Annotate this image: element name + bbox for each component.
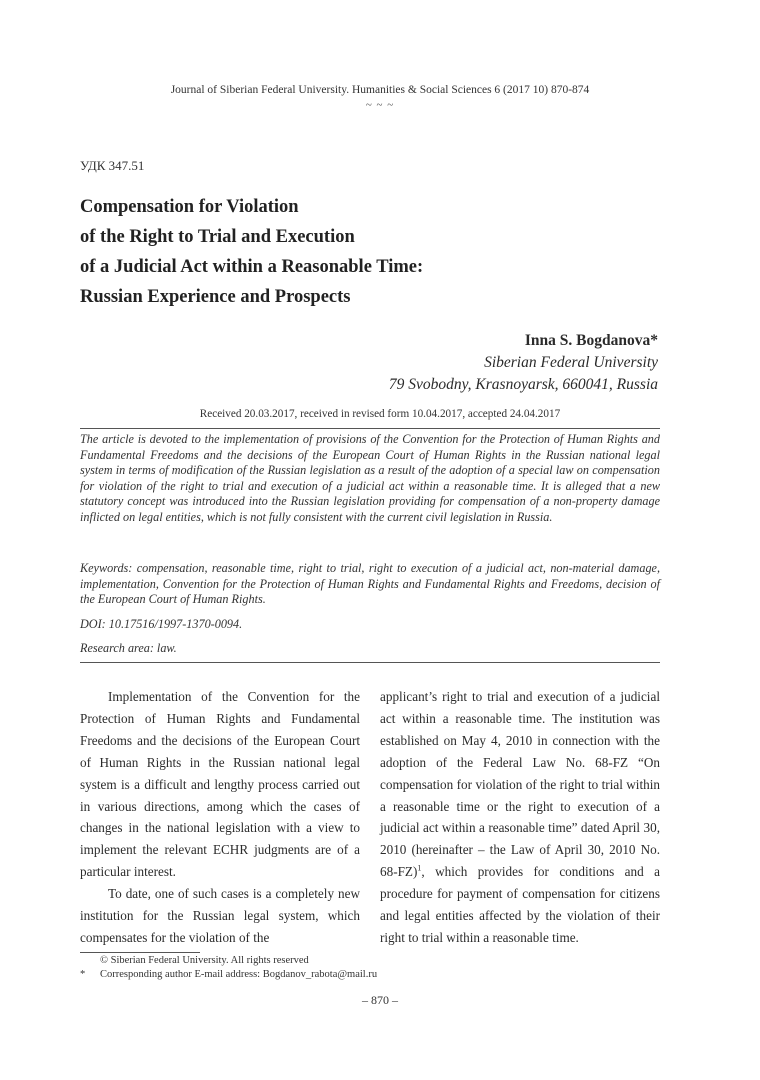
divider-bottom (80, 662, 660, 663)
title-line: of the Right to Trial and Execution (80, 227, 355, 247)
body-text: , which provides for conditions and a procedure for payment of compensation for citizens and legal entities affected by the violation of their right to trial within a reasonable time. (380, 864, 660, 945)
body-text: applicant’s right to trial and execution of a judicial act within a reasonable time. The institution was established on May 4, 2010 in connection with the adoption of the Federal Law No. 68-FZ “On compensation for violation of the right to trial within a reasonable time or the right to execution of a judicial act within a reasonable time” dated April 30, 2010 (hereinafter – the Law of April 30, 2010 No. 68-FZ) (380, 689, 660, 880)
research-area: Research area: law. (80, 641, 177, 655)
body-paragraph: Implementation of the Convention for the Protection of Human Rights and Fundamental Freedoms and the decisions of the European Court of Human Rights in the Russian national legal system is a difficult and lengthy process carried out in various directions, among which the cases of changes in the national legislation with a view to implement the relevant ECHR judgments are of a particular interest. (80, 689, 360, 880)
title-line: Compensation for Violation (80, 197, 299, 217)
title-line: of a Judicial Act within a Reasonable Time: (80, 257, 424, 277)
received-dates: Received 20.03.2017, received in revised form 10.04.2017, accepted 24.04.2017 (199, 408, 561, 420)
abstract: The article is devoted to the implementation of provisions of the Convention for the Protection of Human Rights and Fundamental Freedoms and the decisions of the European Court of Human Rights in the Russian national legal system in terms of modification of the Russian legislation as a result of the adoption of a special law on compensation for violation of the right to trial and execution of a judicial act within a reasonable time. It is alleged that a new statutory concept was introduced into the Russian legislation providing for compensation of a non-property damage inflicted on legal entities, which is not fully consistent with the current civil legislation in Russia. (80, 432, 660, 524)
body-column-right (380, 686, 660, 949)
body-column-left (80, 686, 360, 949)
divider-top (80, 428, 660, 429)
body-paragraph: To date, one of such cases is a completely new institution for the Russian legal system, which compensates for the violation of the (80, 886, 360, 945)
article-title (80, 192, 520, 312)
author-name: Inna S. Bogdanova* (524, 332, 658, 349)
corresponding-email: Corresponding author E-mail address: Bogdanov_rabota@mail.ru (100, 969, 378, 980)
corresponding-author-note (80, 969, 377, 980)
author-block (389, 330, 658, 396)
journal-header: Journal of Siberian Federal University. Humanities & Social Sciences 6 (2017 10) 870-874 (170, 84, 590, 96)
page-number: – 870 – (362, 993, 398, 1007)
footnote-divider (80, 952, 200, 953)
title-line: Russian Experience and Prospects (80, 287, 351, 307)
doi: DOI: 10.17516/1997-1370-0094. (80, 617, 243, 631)
footnote-asterisk: * (80, 969, 86, 980)
author-affiliation: Siberian Federal University (484, 354, 658, 371)
author-address: 79 Svobodny, Krasnoyarsk, 660041, Russia (388, 376, 658, 393)
footnote-ref: 1 (417, 863, 422, 873)
keywords: Keywords: compensation, reasonable time, right to trial, right to execution of a judicial act, non-material damage, implementation, Convention for the Protection of Human Rights and Fundamental Rights and Freedoms, decision of the European Court of Human Rights. (80, 561, 660, 606)
udk-code: УДК 347.51 (80, 158, 145, 173)
copyright-note: © Siberian Federal University. All rights reserved (100, 955, 309, 966)
body-paragraph (380, 686, 660, 949)
header-ornament: ~ ~ ~ (365, 99, 395, 111)
